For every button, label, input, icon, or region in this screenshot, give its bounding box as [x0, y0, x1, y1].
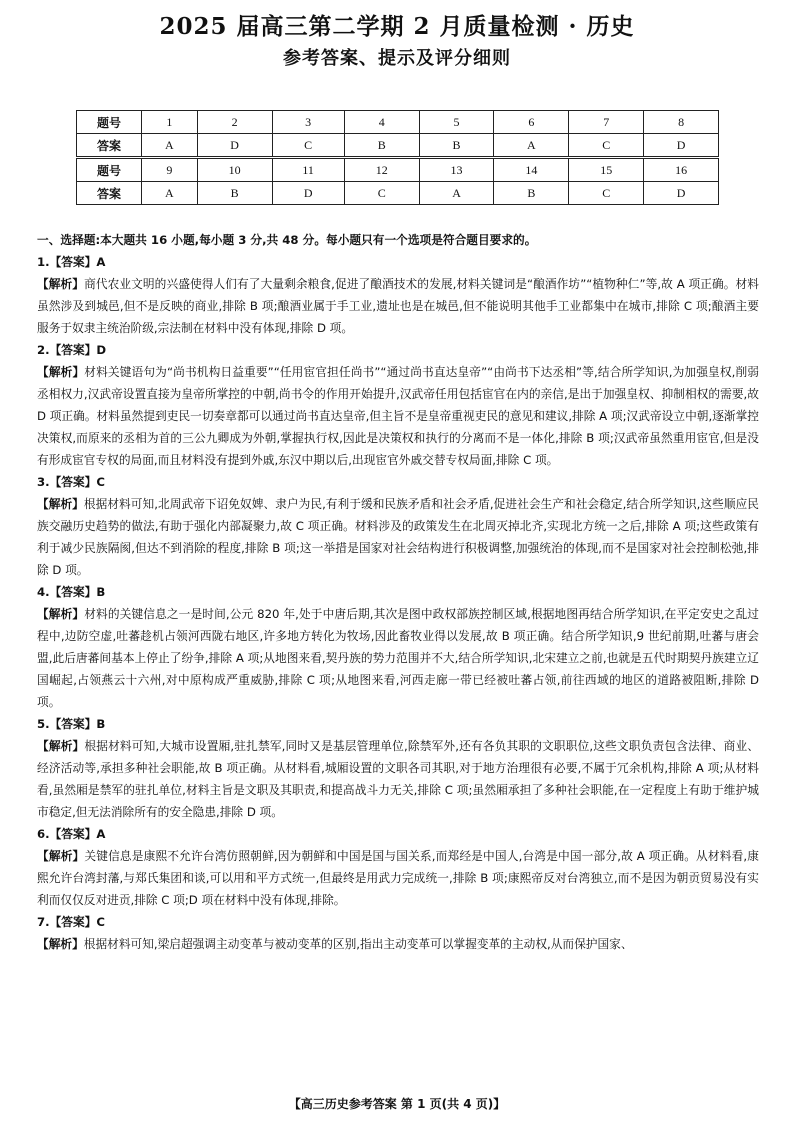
analysis-tag: 【解析】	[37, 937, 84, 951]
answer-cell: D	[644, 182, 719, 205]
answer-cell: A	[142, 134, 198, 158]
analysis-paragraph	[37, 493, 759, 581]
question-number: 4	[344, 111, 419, 134]
answer-cell: D	[272, 182, 344, 205]
analysis-text: 根据材料可知,梁启超强调主动变革与被动变革的区别,指出主动变革可以掌握变革的主动权,从而保护国家、	[83, 937, 633, 951]
table-row	[77, 134, 719, 158]
answer-table	[76, 110, 719, 205]
answer-line: 5.【答案】B	[37, 717, 106, 731]
analysis-paragraph	[37, 273, 759, 339]
table-row	[77, 111, 719, 134]
answer-line: 4.【答案】B	[37, 585, 106, 599]
answer-line: 1.【答案】A	[37, 255, 106, 269]
row-label-answer: 答案	[77, 182, 142, 205]
question-number: 16	[644, 158, 719, 182]
question-number: 2	[197, 111, 272, 134]
analysis-text: 根据材料可知,大城市设置厢,驻扎禁军,同时又是基层管理单位,除禁军外,还有各负其职的文职职位,这些文职负责包含法律、商业、经济活动等,承担多种社会职能,故 B 项正确。从材料看,城厢设置的文职各司其职,对于地方治理很有必要,不属于冗余机构,排除 A 项;从材料看,虽然厢是禁军的驻扎单位,材料主旨是文职及其职责,和提高战斗力无关,排除 C 项;虽然厢承担了多种社会职能,在一定程度上有助于维护城市稳定,但无法消除所有的安全隐患,排除 D 项。	[37, 739, 759, 819]
answer-cell: C	[569, 134, 644, 158]
question-number: 11	[272, 158, 344, 182]
analysis-tag: 【解析】	[37, 277, 85, 291]
question-number: 7	[569, 111, 644, 134]
answer-line: 7.【答案】C	[37, 915, 105, 929]
analysis-text: 材料关键语句为“尚书机构日益重要”“任用宦官担任尚书”“通过尚书直达皇帝”“由尚书下达丞相”等,结合所学知识,为加强皇权,削弱丞相权力,汉武帝设置直接为皇帝所掌控的中朝,尚书令的作用开始提升,汉武帝任用包括宦官在内的亲信,是出于加强皇权、抑制相权的需要,故 D 项正确。材料虽然提到吏民一切奏章都可以通过尚书直达皇帝,但主旨不是皇帝重视吏民的意见和建议,排除 A 项;汉武帝设立中朝,逐渐掌控决策权,而原来的丞相为首的三公九卿成为外朝,掌握执行权,因此是决策权和执行的分离而不是一体化,排除 B 项;汉武帝虽然重用宦官,但是没有形成宦官专权的局面,而且材料没有提到外戚,东汉中期以后,出现宦官外戚交替专权局面,排除 C 项。	[37, 365, 759, 467]
answer-cell: C	[272, 134, 344, 158]
question-number: 13	[419, 158, 494, 182]
analysis-paragraph	[37, 735, 759, 823]
analysis-text: 根据材料可知,北周武帝下诏免奴婢、隶户为民,有利于缓和民族矛盾和社会矛盾,促进社会生产和社会稳定,结合所学知识,这些顺应民族交融历史趋势的做法,有助于强化内部凝聚力,故 C 项正确。材料涉及的政策发生在北周灭掉北齐,实现北方统一之后,排除 A 项;这些政策有利于减少民族隔阂,但达不到消除的程度,排除 B 项;这一举措是国家对社会结构进行积极调整,加强统治的体现,而不是国家对社会控制松弛,排除 D 项。	[37, 497, 759, 577]
answer-cell: B	[344, 134, 419, 158]
analysis-paragraph	[37, 845, 759, 911]
page-subtitle: 参考答案、提示及评分细则	[283, 48, 511, 69]
answer-line: 2.【答案】D	[37, 343, 107, 357]
answer-cell: D	[644, 134, 719, 158]
question-number: 8	[644, 111, 719, 134]
question-number: 12	[344, 158, 419, 182]
question-number: 10	[197, 158, 272, 182]
table-row	[77, 158, 719, 182]
table-row	[77, 182, 719, 205]
analysis-text: 商代农业文明的兴盛使得人们有了大量剩余粮食,促进了酿酒技术的发展,材料关键词是“酿酒作坊”“植物种仁”等,故 A 项正确。材料虽然涉及到城邑,但不是反映的商业,排除 B 项;酿酒业属于手工业,遗址也是在城邑,但不能说明其他手工业都集中在城市,排除 C 项;酿酒主要服务于奴隶主统治阶级,宗法制在材料中没有体现,排除 D 项。	[37, 277, 759, 335]
analysis-tag: 【解析】	[37, 739, 85, 753]
answer-cell: B	[494, 182, 569, 205]
answer-explanations	[37, 229, 759, 955]
analysis-paragraph	[37, 603, 759, 713]
question-number: 3	[272, 111, 344, 134]
answer-cell: A	[419, 182, 494, 205]
question-number: 9	[142, 158, 198, 182]
answer-cell: B	[197, 182, 272, 205]
page-title: 2025 届高三第二学期 2 月质量检测 · 历史	[159, 13, 635, 40]
answer-cell: D	[197, 134, 272, 158]
page-footer: 【高三历史参考答案 第 1 页(共 4 页)】	[288, 1097, 506, 1111]
answer-cell: B	[419, 134, 494, 158]
answer-cell: C	[569, 182, 644, 205]
answer-cell: A	[142, 182, 198, 205]
answer-line: 3.【答案】C	[37, 475, 105, 489]
answer-cell: C	[344, 182, 419, 205]
row-label-answer: 答案	[77, 134, 142, 158]
question-number: 1	[142, 111, 198, 134]
analysis-text: 关键信息是康熙不允许台湾仿照朝鲜,因为朝鲜和中国是国与国关系,而郑经是中国人,台湾是中国一部分,故 A 项正确。从材料看,康熙允许台湾封藩,与郑氏集团和谈,可以用和平方式统一,但最终是用武力完成统一,排除 B 项;康熙帝反对台湾独立,而不是因为朝贡贸易没有实利而仅仅反对进贡,排除 C 项;D 项在材料中没有体现,排除。	[37, 849, 759, 907]
analysis-tag: 【解析】	[37, 849, 85, 863]
analysis-tag: 【解析】	[37, 365, 85, 379]
row-label-number: 题号	[77, 158, 142, 182]
analysis-tag: 【解析】	[37, 607, 85, 621]
analysis-paragraph	[37, 933, 759, 955]
section-heading: 一、选择题:本大题共 16 小题,每小题 3 分,共 48 分。每小题只有一个选项是符合题目要求的。	[37, 233, 537, 247]
answer-line: 6.【答案】A	[37, 827, 106, 841]
question-number: 6	[494, 111, 569, 134]
question-number: 15	[569, 158, 644, 182]
answer-cell: A	[494, 134, 569, 158]
analysis-paragraph	[37, 361, 759, 471]
question-number: 5	[419, 111, 494, 134]
analysis-text: 材料的关键信息之一是时间,公元 820 年,处于中唐后期,其次是图中政权部族控制区域,根据地图再结合所学知识,在平定安史之乱过程中,边防空虚,吐蕃趁机占领河西陇右地区,许多地方转化为牧场,因此畜牧业得以发展,故 B 项正确。结合所学知识,9 世纪前期,吐蕃与唐会盟,此后唐蕃间基本上停止了纷争,排除 A 项;从地图来看,契丹族的势力范围并不大,结合所学知识,北宋建立之前,也就是五代时期契丹族建立辽国崛起,占领燕云十六州,对中原构成严重威胁,排除 C 项;从地图来看,河西走廊一带已经被吐蕃占领,前往西域的地区的道路被阻断,排除 D 项。	[37, 607, 759, 709]
row-label-number: 题号	[77, 111, 142, 134]
analysis-tag: 【解析】	[37, 497, 84, 511]
question-number: 14	[494, 158, 569, 182]
